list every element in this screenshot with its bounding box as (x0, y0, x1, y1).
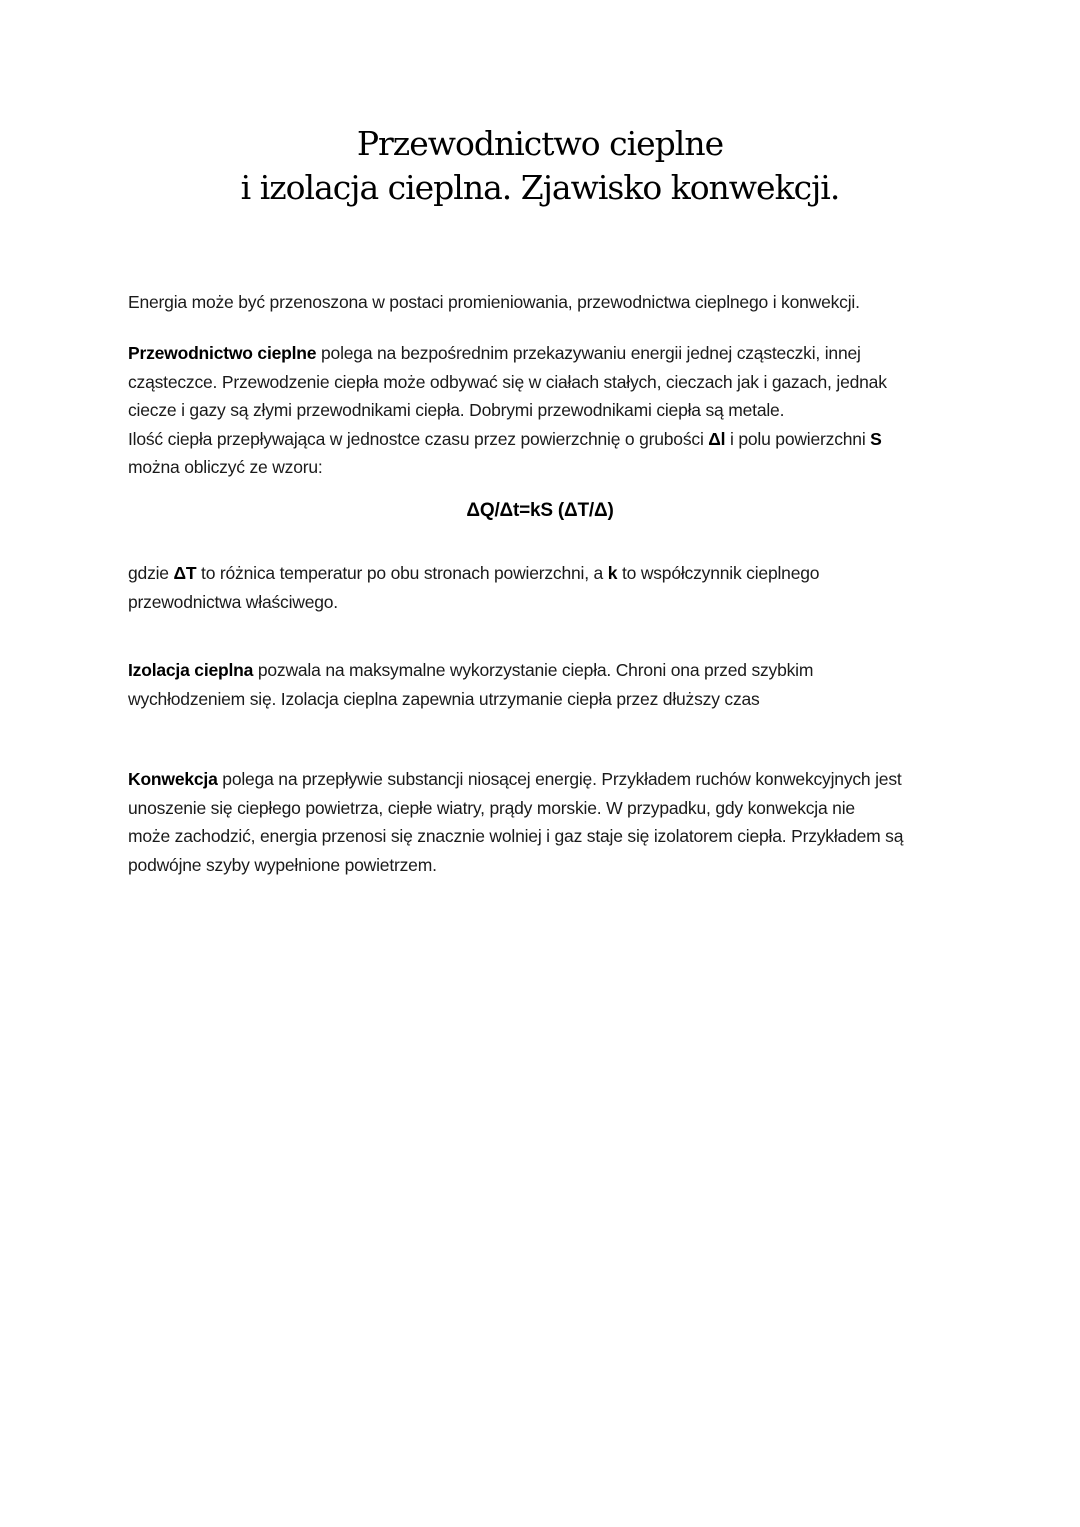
paragraph-line: cząsteczce. Przewodzenie ciepła może odbywać się w ciałach stałych, cieczach jak i gazach, jednak (128, 371, 887, 392)
insulation-paragraph (128, 656, 958, 713)
document-title-line-2: i izolacja cieplna. Zjawisko konwekcji. (240, 168, 840, 207)
paragraph-line: przewodnictwa właściwego. (128, 591, 338, 612)
paragraph-line: podwójne szyby wypełnione powietrzem. (128, 854, 437, 875)
paragraph-line: ΔQ/Δt=kS (ΔT/Δ) (466, 500, 614, 521)
intro-paragraph (128, 288, 958, 317)
paragraph-line: Ilość ciepła przepływająca w jednostce czasu przez powierzchnię o grubości Δl i polu powierzchni S (128, 428, 882, 449)
document-title-line-1: Przewodnictwo cieplne (356, 124, 724, 163)
paragraph-line: wychłodzeniem się. Izolacja cieplna zapewnia utrzymanie ciepła przez dłuższy czas (128, 688, 760, 709)
paragraph-line: Izolacja cieplna pozwala na maksymalne wykorzystanie ciepła. Chroni ona przed szybkim (128, 660, 814, 680)
paragraph-line: ciecze i gazy są złymi przewodnikami ciepła. Dobrymi przewodnikami ciepła są metale. (128, 400, 785, 420)
paragraph-line: unoszenie się ciepłego powietrza, ciepłe wiatry, prądy morskie. W przypadku, gdy konwekcja nie (128, 797, 855, 818)
paragraph-line: można obliczyć ze wzoru: (128, 457, 323, 477)
document-title (0, 122, 1080, 210)
where-clause-paragraph (128, 559, 958, 616)
conduction-paragraph (128, 339, 958, 482)
paragraph-line: gdzie ΔT to różnica temperatur po obu stronach powierzchni, a k to współczynnik cieplnego (128, 563, 820, 583)
paragraph-line: Przewodnictwo cieplne polega na bezpośrednim przekazywaniu energii jednej cząsteczki, innej (128, 343, 861, 363)
paragraph-line: może zachodzić, energia przenosi się znacznie wolniej i gaz staje się izolatorem ciepła. Przykładem są (128, 826, 904, 846)
paragraph-line: Energia może być przenoszona w postaci promieniowania, przewodnictwa cieplnego i konwekcji. (128, 292, 860, 312)
paragraph-line: Konwekcja polega na przepływie substancji niosącej energię. Przykładem ruchów konwekcyjnych jest (128, 769, 902, 789)
convection-paragraph (128, 765, 958, 879)
formula (0, 497, 1080, 526)
